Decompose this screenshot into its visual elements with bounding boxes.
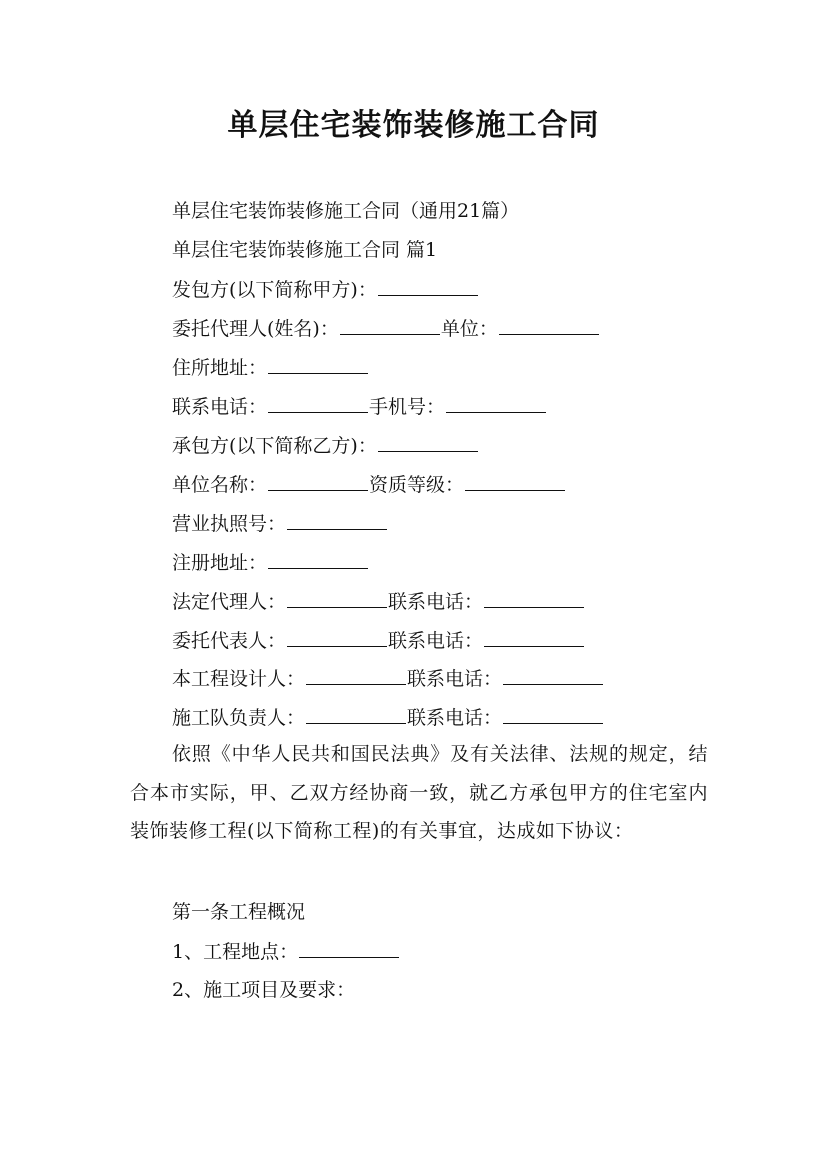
section-heading: 单层住宅装饰装修施工合同 篇1 — [172, 239, 438, 261]
phone-line — [172, 394, 547, 419]
agent-name-blank — [340, 316, 440, 335]
item-2-line: 2、施工项目及要求： — [172, 979, 356, 1001]
delegate-blank — [287, 628, 387, 647]
legal-rep-label: 法定代理人： — [172, 591, 287, 613]
license-label: 营业执照号： — [172, 513, 287, 535]
designer-label: 本工程设计人： — [172, 668, 306, 690]
contractor-line — [172, 433, 479, 458]
address-label: 住所地址： — [172, 357, 268, 379]
phone-label: 联系电话： — [172, 396, 268, 418]
article-1-heading: 第一条工程概况 — [172, 901, 306, 923]
address-blank — [268, 355, 368, 374]
legal-rep-phone-label: 联系电话： — [388, 591, 484, 613]
document-title: 单层住宅装饰装修施工合同 — [227, 108, 600, 143]
designer-line — [172, 666, 604, 691]
agent-unit-label: 单位： — [440, 318, 498, 340]
agent-unit-blank — [499, 316, 599, 335]
team-leader-phone-label: 联系电话： — [407, 707, 503, 729]
team-leader-label: 施工队负责人： — [172, 707, 306, 729]
team-leader-line — [172, 705, 604, 730]
item-1-line — [172, 939, 400, 964]
delegate-phone-blank — [484, 628, 584, 647]
mobile-blank — [446, 394, 546, 413]
unit-name-blank — [268, 472, 368, 491]
qualification-blank — [465, 472, 565, 491]
agent-name-label: 委托代理人(姓名)： — [172, 318, 339, 340]
delegate-line — [172, 628, 585, 653]
legal-rep-blank — [287, 589, 387, 608]
reg-address-label: 注册地址： — [172, 552, 268, 574]
address-line — [172, 355, 369, 380]
reg-address-line — [172, 550, 369, 575]
legal-rep-line — [172, 589, 585, 614]
legal-rep-phone-blank — [484, 589, 584, 608]
agent-line — [172, 316, 600, 341]
reg-address-blank — [268, 550, 368, 569]
license-line — [172, 511, 388, 536]
phone-blank — [268, 394, 368, 413]
contractor-blank — [378, 433, 478, 452]
team-leader-blank — [306, 705, 406, 724]
employer-label: 发包方(以下简称甲方)： — [172, 279, 377, 301]
agreement-paragraph: 依照《中华人民共和国民法典》及有关法律、法规的规定，结合本市实际，甲、乙双方经协商一致，就乙方承包甲方的住宅室内装饰装修工程(以下简称工程)的有关事宜，达成如下协议： — [130, 743, 708, 843]
designer-phone-blank — [503, 666, 603, 685]
delegate-phone-label: 联系电话： — [388, 630, 484, 652]
contractor-label: 承包方(以下简称乙方)： — [172, 435, 377, 457]
mobile-label: 手机号： — [369, 396, 446, 418]
unit-line — [172, 472, 566, 497]
subtitle: 单层住宅装饰装修施工合同（通用21篇） — [172, 200, 520, 222]
delegate-label: 委托代表人： — [172, 630, 287, 652]
item-1-label: 1、工程地点： — [172, 941, 299, 963]
employer-line — [172, 277, 479, 302]
team-leader-phone-blank — [503, 705, 603, 724]
designer-blank — [306, 666, 406, 685]
designer-phone-label: 联系电话： — [407, 668, 503, 690]
employer-blank — [378, 277, 478, 296]
license-blank — [287, 511, 387, 530]
unit-name-label: 单位名称： — [172, 474, 268, 496]
item-1-blank — [299, 939, 399, 958]
qualification-label: 资质等级： — [369, 474, 465, 496]
